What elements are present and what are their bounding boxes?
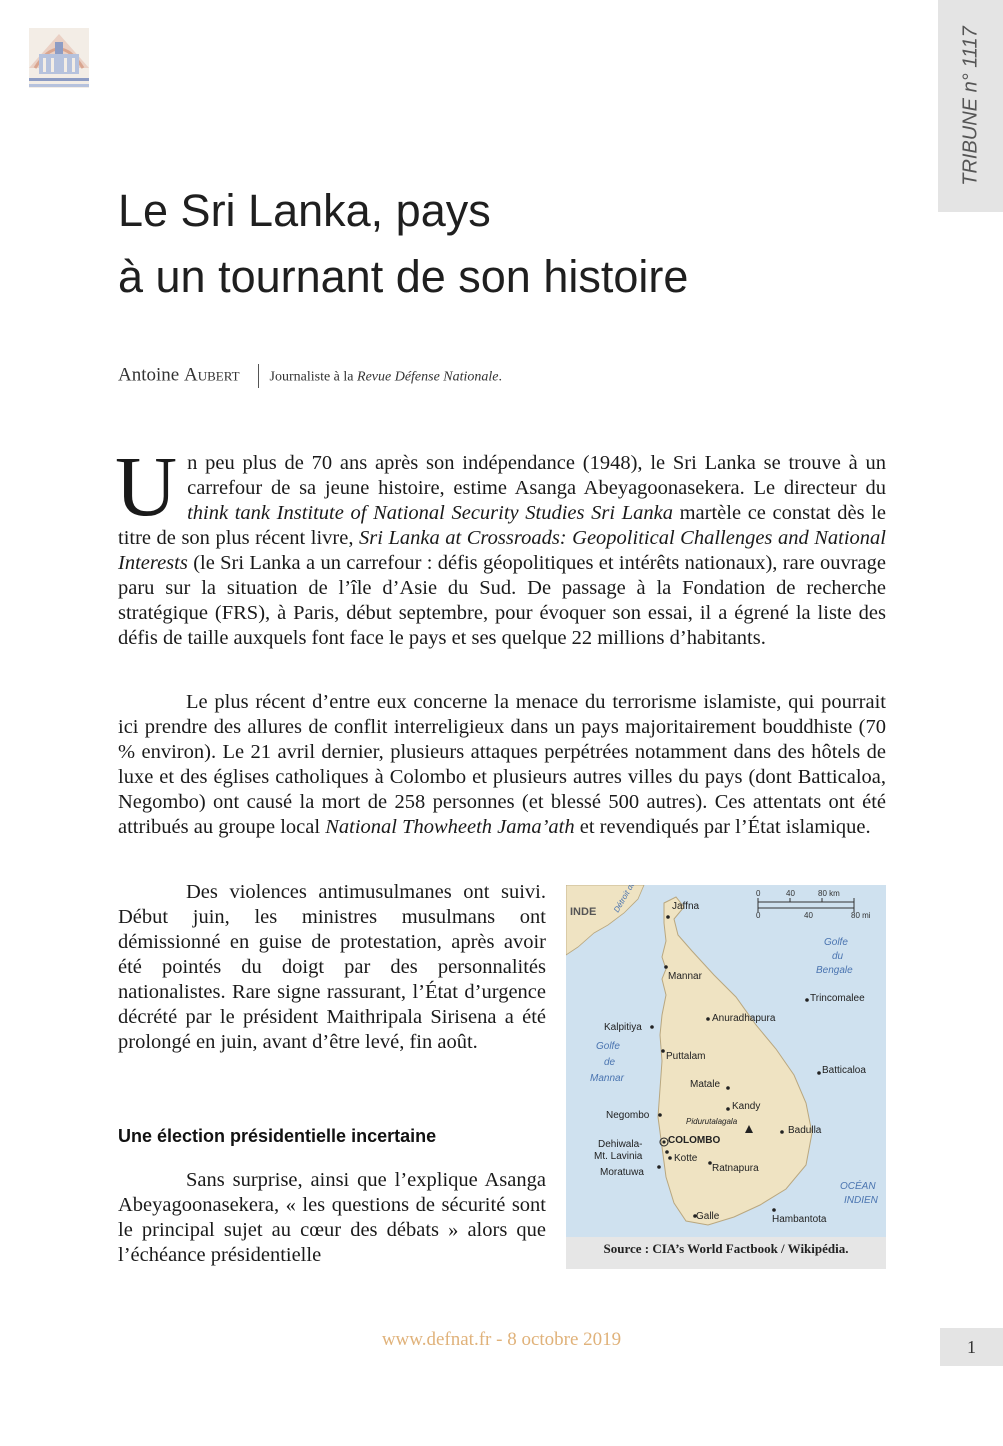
city-puttalam: Puttalam (666, 1051, 706, 1062)
byline (118, 364, 502, 388)
paragraph-1-text-c: (le Sri Lanka a un carrefour : défis géopolitiques et intérêts nationaux), rare ouvrage paru sur la situation de l’île d’Asie du Sud. De passage à la Fondation de recherche stratégique (FRS), à Paris, début septembre, pour évoquer son essai, il a égrené la liste des défis de taille auxquels font face le pays et ses quelque 22 millions d’habitants. (118, 552, 886, 649)
label-golfe-mannar-1: Golfe (596, 1041, 620, 1052)
tribune-side-tab (938, 0, 1003, 212)
page-number: 1 (940, 1328, 1003, 1366)
label-ocean-2: INDIEN (844, 1195, 878, 1206)
scale-mi-80: 80 mi (851, 911, 871, 920)
city-kotte: Kotte (674, 1153, 698, 1164)
sri-lanka-map (566, 885, 886, 1237)
paragraph-1-text-a: n peu plus de 70 ans après son indépendance (1948), le Sri Lanka se trouve à un carrefour de sa jeune histoire, estime Asanga Abeyagoonasekera. Le directeur du (187, 452, 886, 499)
city-anuradhapura: Anuradhapura (712, 1013, 776, 1024)
drop-cap: U (115, 438, 178, 534)
city-moratuwa: Moratuwa (600, 1167, 644, 1178)
publication-logo (29, 28, 89, 88)
city-matale: Matale (690, 1079, 721, 1090)
label-ocean-1: OCÉAN (840, 1181, 876, 1192)
label-golfe-bengale-1: Golfe (824, 937, 848, 948)
scale-km-40: 40 (786, 889, 795, 898)
city-kandy: Kandy (732, 1101, 761, 1112)
city-dehiwala-1: Dehiwala- (598, 1139, 643, 1150)
paragraph-1-italic-a: think tank Institute of National Security Studies Sri Lanka (187, 502, 673, 524)
author-role-publication: Revue Défense Nationale (357, 369, 499, 385)
paragraph-1-text-b: martèle ce constat dès le titre de son plus récent livre, (118, 502, 886, 549)
city-jaffna: Jaffna (672, 901, 700, 912)
city-negombo: Negombo (606, 1110, 650, 1121)
label-pidurutalagala: Pidurutalagala (686, 1117, 738, 1126)
byline-divider (258, 364, 259, 388)
author-last-name: Aubert (183, 364, 240, 386)
city-mannar: Mannar (668, 971, 702, 982)
city-batticaloa: Batticaloa (822, 1065, 866, 1076)
paragraph-1-italic-b: Sri Lanka at Crossroads: Geopolitical Challenges and National Interests (118, 527, 887, 574)
map-figure (566, 885, 886, 1269)
scale-km-0: 0 (756, 889, 761, 898)
city-trincomalee: Trincomalee (810, 993, 865, 1004)
paragraph-2-text-b: et revendiqués par l’État islamique. (574, 816, 871, 838)
city-hambantota: Hambantota (772, 1214, 827, 1225)
city-kalpitiya: Kalpitiya (604, 1022, 642, 1033)
label-golfe-bengale-3: Bengale (816, 965, 853, 976)
title-line-2: à un tournant de son histoire (118, 251, 689, 302)
paragraph-1 (115, 438, 887, 651)
scale-km-80: 80 km (818, 889, 840, 898)
paragraph-4: Sans surprise, ainsi que l’explique Asanga Abeyagoonasekera, « les questions de sécurité sont le principal sujet au cœur des débats » alors que l’échéance présidentielle (118, 1169, 546, 1266)
paragraph-2 (118, 690, 886, 840)
city-galle: Galle (696, 1211, 720, 1222)
article-title (118, 178, 688, 310)
author-role-text: Journaliste à la (269, 369, 358, 385)
author-role-end: . (498, 369, 503, 385)
city-colombo: COLOMBO (668, 1135, 721, 1146)
author-first-name: Antoine (118, 364, 184, 386)
paragraph-2-italic: National Thowheeth Jama’ath (325, 816, 575, 838)
city-badulla: Badulla (788, 1125, 822, 1136)
map-caption: Source : CIA’s World Factbook / Wikipédia. (603, 1241, 849, 1256)
paragraph-3: Des violences antimusulmanes ont suivi. Début juin, les ministres musulmans ont démissionné en guise de protestation, après avoir été pointés du doigt par des personnalités nationalistes. Rare signe rassurant, l’État d’urgence décrété par le président Maithripala Sirisena a été prolongé en juin, avant d’être levé, fin août. (118, 881, 546, 1053)
scale-mi-0: 0 (756, 911, 761, 920)
city-dehiwala-2: Mt. Lavinia (594, 1151, 643, 1162)
tribune-number: TRIBUNE n° 1117 (959, 26, 981, 186)
section-subheading: Une élection présidentielle incertaine (118, 1126, 437, 1146)
label-golfe-bengale-2: du (832, 951, 844, 962)
author-role (270, 369, 503, 384)
scale-mi-40: 40 (804, 911, 813, 920)
title-line-1: Le Sri Lanka, pays (118, 185, 491, 236)
footer-url-date: www.defnat.fr - 8 octobre 2019 (381, 1329, 622, 1350)
label-golfe-mannar-3: Mannar (590, 1073, 624, 1084)
capital-dot (662, 1140, 665, 1143)
label-inde: INDE (570, 906, 597, 918)
city-ratnapura: Ratnapura (712, 1163, 759, 1174)
paragraph-2-text-a: Le plus récent d’entre eux concerne la menace du terrorisme islamiste, qui pourrait ici prendre des allures de conflit interreligieux dans un pays majoritairement bouddhiste (70 % environ). Le 21 avril dernier, plusieurs attaques perpétrées notamment dans des hôtels de luxe et des églises catholiques à Colombo et plusieurs autres villes du pays (dont Batticaloa, Negombo) ont causé la mort de 258 personnes (et blessé 500 autres). Ces attentats ont été attribués au groupe local (118, 691, 886, 838)
label-golfe-mannar-2: de (604, 1057, 616, 1068)
